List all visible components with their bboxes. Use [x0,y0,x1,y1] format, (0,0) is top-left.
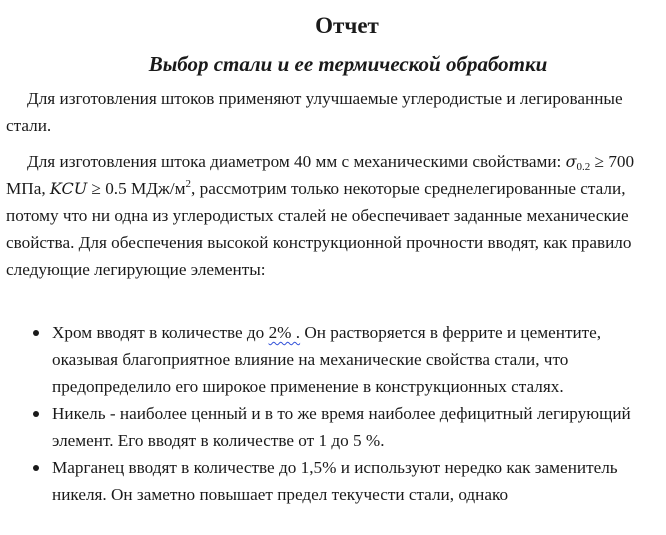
list-item-chromium [0,319,666,400]
list-item-nickel [0,400,666,454]
spellcheck-flagged-text: 2% . [268,323,301,342]
list-item-chromium-text-end: Он растворяется в феррите и цементите, оказывая благоприятное влияние на механические свойства стали, что предопределило его широкое применение в конструкционных сталях. [52,323,602,396]
bullet-dot-icon [33,330,39,336]
kcu-symbol: KCU [49,179,88,198]
list-item-nickel-text: Никель - наиболее ценный и в то же время наиболее дефицитный легирующий элемент. Его вводят в количестве от 1 до 5 %. [52,404,631,450]
paragraph-requirements [6,148,658,283]
document-subtitle: Выбор стали и ее термической обработки [148,52,548,76]
list-item-chromium-text-start: Хром вводят в количестве до [52,323,269,342]
sigma-relation: ≥ 700 МПа, [6,152,635,198]
paragraph-intro [6,85,658,139]
list-item-manganese [0,454,666,508]
impact-toughness-formula [50,179,191,198]
sigma-symbol: σ [565,152,577,171]
list-item-manganese-text: Марганец вводят в количестве до 1,5% и используют нередко как заменитель никеля. Он заметно повышает предел текучести стали, однако [52,458,618,504]
sigma-subscript: 0.2 [576,161,591,173]
paragraph-intro-text: Для изготовления штоков применяют улучшаемые углеродистые и легированные стали. [6,89,623,135]
alloying-elements-list [0,319,666,508]
document-title: Отчет [315,13,379,38]
bullet-dot-icon [33,411,39,417]
paragraph-requirements-lead: Для изготовления штока диаметром 40 мм с механическими свойствами: [27,152,562,171]
paragraph-requirements-tail: , рассмотрим только некоторые среднелегированные стали, потому что ни одна из углеродистых сталей не обеспечивает заданные механические свойства. Для обеспечения высокой конструкционной прочности вводят, как правило следующие легирующие элементы: [6,179,632,279]
kcu-relation: ≥ 0.5 МДж/м [91,179,186,198]
bullet-dot-icon [33,465,39,471]
kcu-superscript: 2 [185,178,192,190]
